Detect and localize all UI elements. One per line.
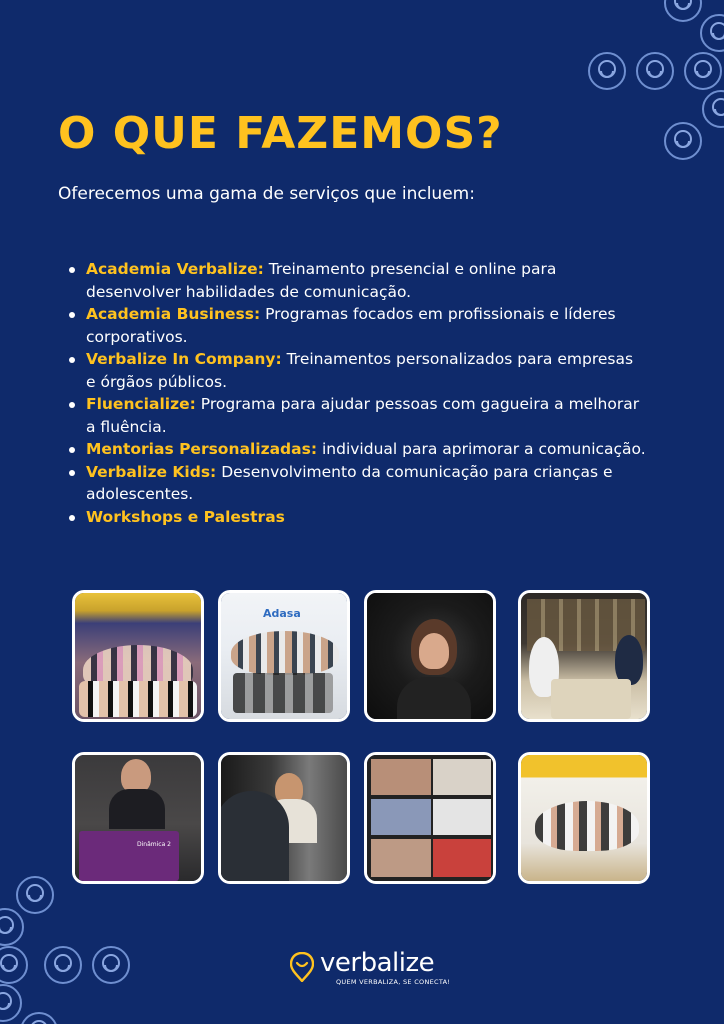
smile-bubble-icon xyxy=(664,0,702,22)
photo-kids-group xyxy=(518,752,650,884)
service-description: Treinamento presencial e online para desenvolver habilidades de comunicação. xyxy=(86,260,557,301)
list-item xyxy=(66,303,646,348)
service-description: individual para aprimorar a comunicação. xyxy=(317,440,646,458)
smile-bubble-icon xyxy=(588,52,626,90)
logo-tagline: QUEM VERBALIZA, SE CONECTA! xyxy=(336,978,451,986)
service-name: Fluencialize: xyxy=(86,395,196,413)
smile-bubble-icon xyxy=(0,984,22,1022)
service-description: Treinamentos personalizados para empresas e órgãos públicos. xyxy=(86,350,634,391)
page-title: O QUE FAZEMOS? xyxy=(58,108,503,159)
service-name: Verbalize In Company: xyxy=(86,350,282,368)
smile-bubble-icon xyxy=(684,52,722,90)
service-name: Mentorias Personalizadas: xyxy=(86,440,318,458)
service-name: Academia Business: xyxy=(86,305,261,323)
service-description: Programa para ajudar pessoas com gagueira a melhorar a fluência. xyxy=(86,395,640,436)
list-item xyxy=(66,348,646,393)
smile-bubble-icon xyxy=(20,1012,58,1024)
smile-bubble-icon xyxy=(44,946,82,984)
intro-text: Oferecemos uma gama de serviços que incluem: xyxy=(58,184,475,204)
smile-bubble-icon xyxy=(0,908,24,946)
verbalize-logo xyxy=(290,948,451,990)
photo-mentoring-session xyxy=(518,590,650,722)
list-item xyxy=(66,393,646,438)
photo-group-event xyxy=(72,590,204,722)
service-name: Academia Verbalize: xyxy=(86,260,264,278)
smile-bubble-icon xyxy=(636,52,674,90)
photo-video-call-speaker xyxy=(364,590,496,722)
list-item xyxy=(66,461,646,506)
photo-online-meeting-grid xyxy=(364,752,496,884)
adasa-sign: Adasa xyxy=(263,607,301,620)
list-item xyxy=(66,438,646,461)
service-name: Workshops e Palestras xyxy=(86,507,285,526)
service-description: Desenvolvimento da comunicação para crianças e adolescentes. xyxy=(86,462,613,503)
list-item xyxy=(66,506,646,529)
service-description: Programas focados em profissionais e líderes corporativos. xyxy=(86,305,616,346)
smile-bubble-icon xyxy=(700,14,724,52)
list-item xyxy=(66,258,646,303)
smile-bubble-icon xyxy=(16,876,54,914)
photo-one-on-one-session xyxy=(218,752,350,884)
logo-wordmark: verbalize xyxy=(320,948,435,978)
service-name: Verbalize Kids: xyxy=(86,462,217,481)
smile-bubble-icon xyxy=(702,90,724,128)
smile-bubble-icon xyxy=(0,946,28,984)
slide-text: Dinâmica 2 xyxy=(137,841,171,848)
services-list xyxy=(66,258,646,528)
photo-group-adasa xyxy=(218,590,350,722)
smile-bubble-icon xyxy=(92,946,130,984)
photo-presenter-laptop xyxy=(72,752,204,884)
lightbulb-pin-icon xyxy=(290,952,314,982)
smile-bubble-icon xyxy=(664,122,702,160)
